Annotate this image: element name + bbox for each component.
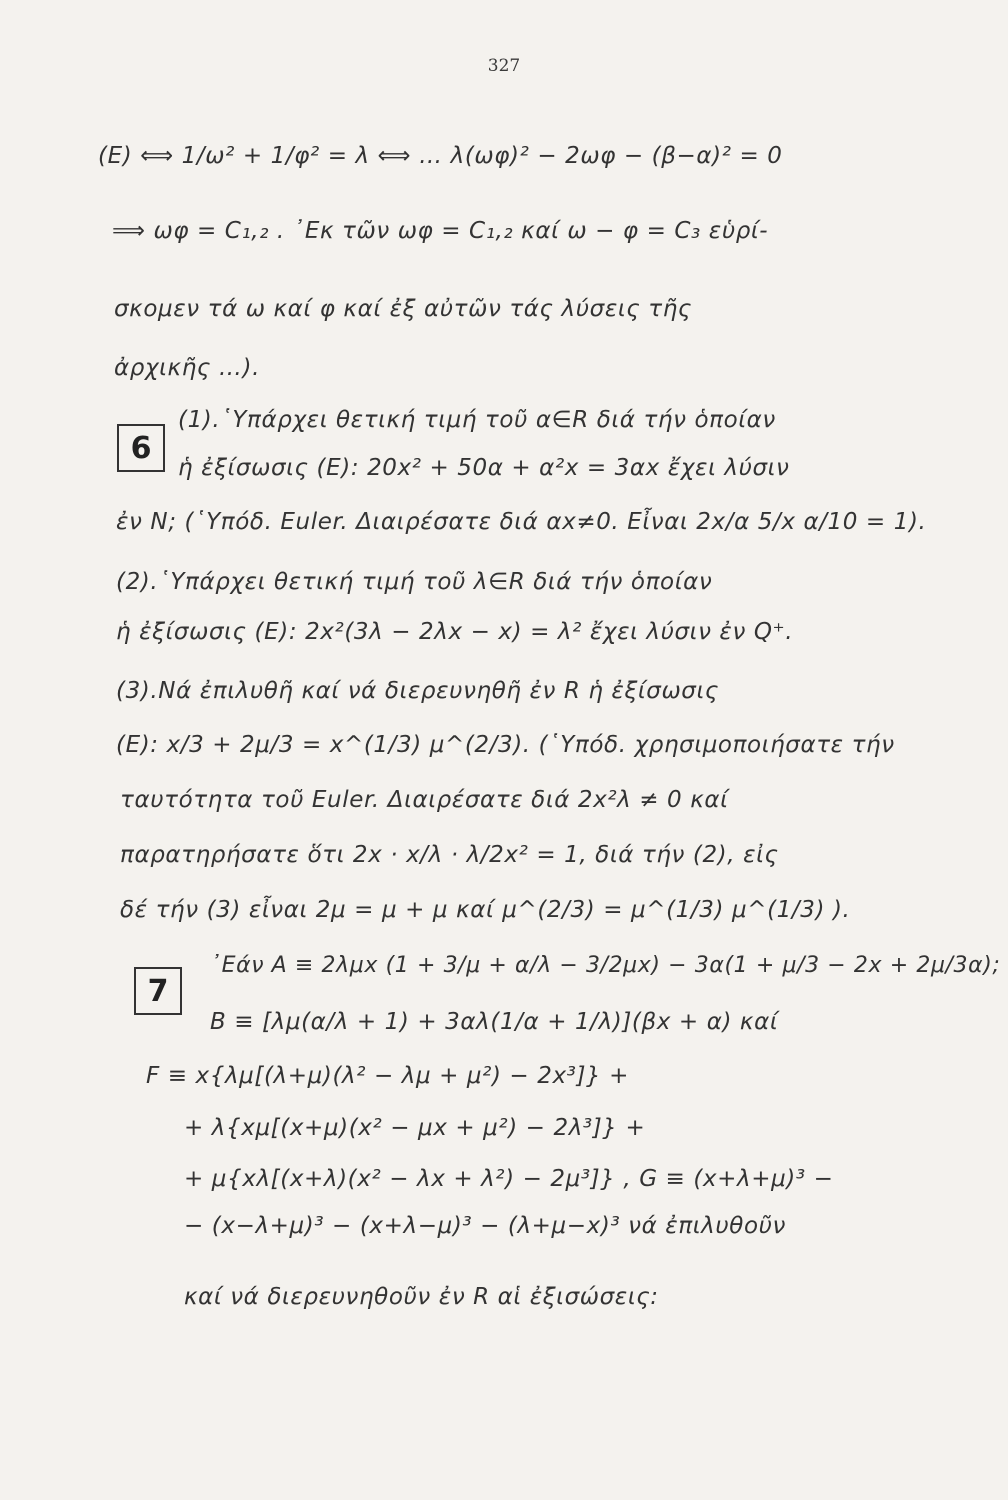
problem-6-line: (1).῾Υπάρχει θετική τιμή τοῦ α∈R διά τήν ὁποίαν	[178, 407, 776, 433]
problem-6-line: ἡ ἐξίσωσις (E): 20x² + 50α + α²x = 3αx ἔχει λύσιν	[178, 455, 790, 481]
problem-6-line: ἡ ἐξίσωσις (E): 2x²(3λ − 2λx − x) = λ² ἔχει λύσιν ἐν Q⁺.	[116, 619, 794, 645]
problem-7-line: καί νά διερευνηθοῦν ἐν R αἱ ἐξισώσεις:	[184, 1284, 659, 1310]
problem-7-line: + λ{xμ[(x+μ)(x² − μx + μ²) − 2λ³]} +	[184, 1115, 646, 1141]
text-line: σκομεν τά ω καί φ καί ἐξ αὐτῶν τάς λύσεις τῆς	[114, 296, 692, 322]
equation-line: (E) ⟺ 1/ω² + 1/φ² = λ ⟺ … λ(ωφ)² − 2ωφ − (β−α)² = 0	[98, 143, 783, 169]
page-number: 327	[487, 56, 521, 76]
problem-6-number-box: 6	[117, 424, 165, 472]
problem-7-line: B ≡ [λμ(α/λ + 1) + 3αλ(1/α + 1/λ)](βx + α) καί	[210, 1009, 779, 1035]
problem-7-line: ᾿Εάν A ≡ 2λμx (1 + 3/μ + α/λ − 3/2μx) − 3α(1 + μ/3 − 2x + 2μ/3α);	[210, 953, 1001, 978]
problem-6-line: (2).῾Υπάρχει θετική τιμή τοῦ λ∈R διά τήν ὁποίαν	[116, 569, 713, 595]
problem-7-line: − (x−λ+μ)³ − (x+λ−μ)³ − (λ+μ−x)³ νά ἐπιλυθοῦν	[184, 1213, 786, 1239]
problem-6-line: (3).Νά ἐπιλυθῆ καί νά διερευνηθῆ ἐν R ἡ ἐξίσωσις	[116, 678, 719, 704]
problem-6-line: (E): x/3 + 2μ/3 = x^(1/3) μ^(2/3). (῾Υπόδ. χρησιμοποιήσατε τήν	[116, 732, 895, 758]
problem-6-line: παρατηρήσατε ὅτι 2x · x/λ · λ/2x² = 1, διά τήν (2), εἰς	[120, 842, 779, 868]
problem-6-line: ἐν N; (῾Υπόδ. Euler. Διαιρέσατε διά αx≠0. Εἶναι 2x/α 5/x α/10 = 1).	[116, 509, 927, 535]
problem-7-line: + μ{xλ[(x+λ)(x² − λx + λ²) − 2μ³]} , G ≡ (x+λ+μ)³ −	[184, 1166, 834, 1192]
problem-6-line: δέ τήν (3) εἶναι 2μ = μ + μ καί μ^(2/3) = μ^(1/3) μ^(1/3) ).	[120, 897, 851, 923]
problem-7-line: F ≡ x{λμ[(λ+μ)(λ² − λμ + μ²) − 2x³]} +	[146, 1063, 630, 1089]
problem-7-number-box: 7	[134, 967, 182, 1015]
problem-6-line: ταυτότητα τοῦ Euler. Διαιρέσατε διά 2x²λ ≠ 0 καί	[120, 787, 729, 813]
text-line: ⟹ ωφ = C₁,₂ . ᾿Εκ τῶν ωφ = C₁,₂ καί ω − φ = C₃ εὑρί-	[112, 218, 769, 244]
text-line: ἀρχικῆς …).	[114, 355, 260, 381]
